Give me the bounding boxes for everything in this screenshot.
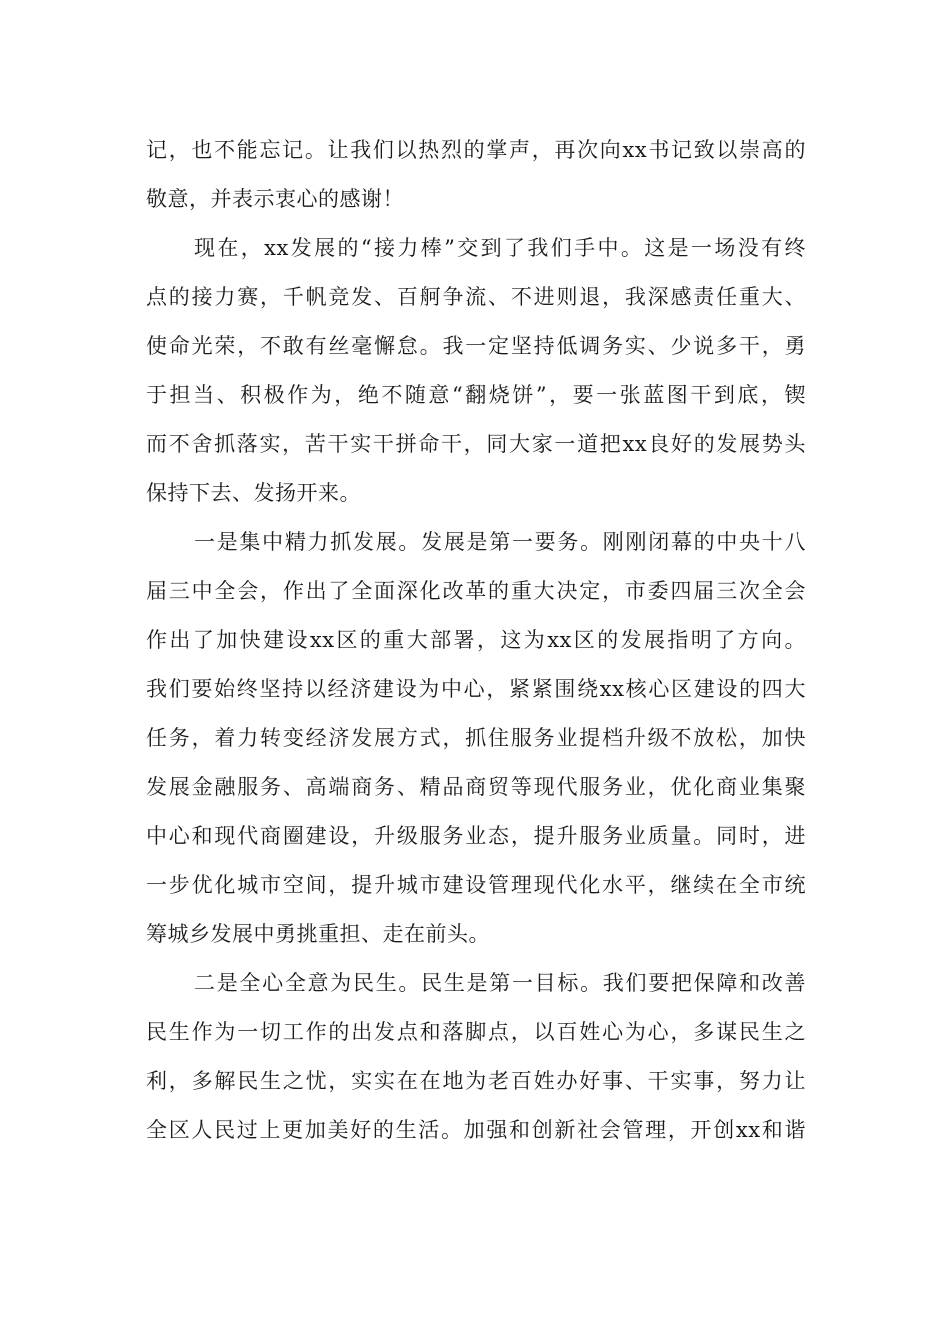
- text-line: 点的接力赛，千帆竞发、百舸争流、不进则退，我深感责任重大、: [146, 285, 806, 309]
- text-line: 作出了加快建设xx区的重大部署，这为xx区的发展指明了方向。: [146, 628, 806, 652]
- paragraph-start-line: 一是集中精力抓发展。发展是第一要务。刚刚闭幕的中央十八: [194, 530, 806, 554]
- text-line: 敬意，并表示衷心的感谢！: [146, 187, 404, 211]
- text-line: 任务，着力转变经济发展方式，抓住服务业提档升级不放松，加快: [146, 726, 806, 750]
- document-body: [146, 126, 806, 1155]
- text-line: 民生作为一切工作的出发点和落脚点，以百姓心为心，多谋民生之: [146, 1020, 806, 1044]
- text-line: 使命光荣，不敢有丝毫懈怠。我一定坚持低调务实、少说多干，勇: [146, 334, 806, 358]
- text-line: 记，也不能忘记。让我们以热烈的掌声，再次向xx书记致以崇高的: [146, 138, 806, 162]
- text-line: 中心和现代商圈建设，升级服务业态，提升服务业质量。同时，进: [146, 824, 806, 848]
- text-line: 筹城乡发展中勇挑重担、走在前头。: [146, 922, 490, 946]
- text-line: 一步优化城市空间，提升城市建设管理现代化水平，继续在全市统: [146, 873, 806, 897]
- text-line: 于担当、积极作为，绝不随意“翻烧饼”，要一张蓝图干到底，锲: [146, 383, 806, 407]
- text-line: 全区人民过上更加美好的生活。加强和创新社会管理，开创xx和谐: [146, 1118, 806, 1142]
- text-line: 利，多解民生之忧，实实在在地为老百姓办好事、干实事，努力让: [146, 1069, 806, 1093]
- text-line: 我们要始终坚持以经济建设为中心，紧紧围绕xx核心区建设的四大: [146, 677, 806, 701]
- paragraph-start-line: 二是全心全意为民生。民生是第一目标。我们要把保障和改善: [194, 971, 806, 995]
- text-line: 届三中全会，作出了全面深化改革的重大决定，市委四届三次全会: [146, 579, 806, 603]
- text-line: 保持下去、发扬开来。: [146, 481, 361, 505]
- text-line: 而不舍抓落实，苦干实干拼命干，同大家一道把xx良好的发展势头: [146, 432, 806, 456]
- text-line: 发展金融服务、高端商务、精品商贸等现代服务业，优化商业集聚: [146, 775, 806, 799]
- paragraph-start-line: 现在，xx发展的“接力棒”交到了我们手中。这是一场没有终: [194, 236, 806, 260]
